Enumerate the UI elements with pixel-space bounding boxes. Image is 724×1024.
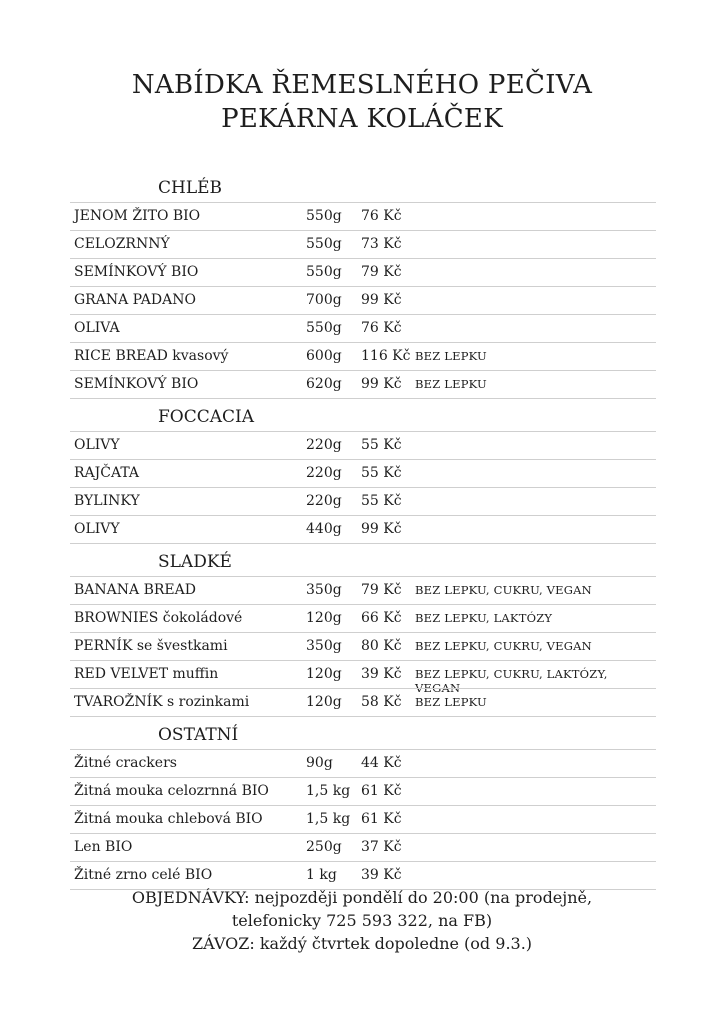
product-weight: 120g <box>306 610 342 626</box>
product-price: 80 Kč <box>361 638 402 654</box>
product-weight: 90g <box>306 755 333 771</box>
product-price: 76 Kč <box>361 320 402 336</box>
product-row <box>70 370 656 398</box>
product-weight: 120g <box>306 666 342 682</box>
product-price: 55 Kč <box>361 437 402 453</box>
product-weight: 1 kg <box>306 867 337 883</box>
price-list <box>70 170 656 890</box>
product-row <box>70 632 656 660</box>
product-name: CELOZRNNÝ <box>74 236 170 252</box>
product-name: RED VELVET muffin <box>74 666 219 682</box>
product-name: TVAROŽNÍK s rozinkami <box>74 694 250 710</box>
product-weight: 220g <box>306 437 342 453</box>
product-price: 37 Kč <box>361 839 402 855</box>
product-weight: 350g <box>306 582 342 598</box>
product-price: 116 Kč <box>361 348 411 364</box>
product-weight: 550g <box>306 236 342 252</box>
product-note: BEZ LEPKU <box>415 695 487 709</box>
product-name: BROWNIES čokoládové <box>74 610 243 626</box>
product-price: 99 Kč <box>361 521 402 537</box>
product-name: PERNÍK se švestkami <box>74 638 228 654</box>
product-name: BYLINKY <box>74 493 140 509</box>
product-name: JENOM ŽITO BIO <box>74 208 201 224</box>
product-price: 79 Kč <box>361 264 402 280</box>
product-price: 79 Kč <box>361 582 402 598</box>
category-label: CHLÉB <box>158 178 223 198</box>
product-name: OLIVA <box>74 320 120 336</box>
product-row <box>70 777 656 805</box>
category-label: SLADKÉ <box>158 552 232 572</box>
product-row <box>70 459 656 487</box>
product-weight: 220g <box>306 493 342 509</box>
product-note: BEZ LEPKU <box>415 349 487 363</box>
orders-contact: telefonicky 725 593 322, na FB) <box>231 911 493 930</box>
category-heading <box>70 543 656 576</box>
category-heading <box>70 170 656 202</box>
product-name: SEMÍNKOVÝ BIO <box>74 376 199 392</box>
product-name: GRANA PADANO <box>74 292 196 308</box>
product-price: 99 Kč <box>361 292 402 308</box>
product-note: BEZ LEPKU, CUKRU, VEGAN <box>415 583 592 597</box>
product-price: 55 Kč <box>361 493 402 509</box>
category-heading <box>70 716 656 749</box>
product-name: BANANA BREAD <box>74 582 196 598</box>
product-price: 61 Kč <box>361 811 402 827</box>
product-price: 73 Kč <box>361 236 402 252</box>
product-weight: 1,5 kg <box>306 811 351 827</box>
product-price: 44 Kč <box>361 755 402 771</box>
product-name: Žitné crackers <box>74 755 177 771</box>
product-weight: 250g <box>306 839 342 855</box>
product-row <box>70 576 656 604</box>
product-weight: 220g <box>306 465 342 481</box>
menu-title: NABÍDKA ŘEMESLNÉHO PEČIVA <box>131 70 593 100</box>
product-name: RICE BREAD kvasový <box>74 348 229 364</box>
product-note: BEZ LEPKU, LAKTÓZY <box>415 611 553 625</box>
product-price: 66 Kč <box>361 610 402 626</box>
product-name: Len BIO <box>74 839 133 855</box>
product-name: Žitná mouka celozrnná BIO <box>74 783 269 799</box>
product-row <box>70 604 656 632</box>
product-note: BEZ LEPKU, CUKRU, LAKTÓZY, VEGAN <box>415 667 608 695</box>
product-weight: 120g <box>306 694 342 710</box>
product-weight: 550g <box>306 208 342 224</box>
product-price: 61 Kč <box>361 783 402 799</box>
product-name: OLIVY <box>74 437 120 453</box>
bakery-name: PEKÁRNA KOLÁČEK <box>221 104 503 134</box>
product-price: 39 Kč <box>361 867 402 883</box>
product-weight: 440g <box>306 521 342 537</box>
product-price: 55 Kč <box>361 465 402 481</box>
product-row <box>70 833 656 861</box>
product-row <box>70 805 656 833</box>
product-name: RAJČATA <box>74 465 140 481</box>
product-weight: 700g <box>306 292 342 308</box>
product-row <box>70 861 656 889</box>
product-row <box>70 314 656 342</box>
product-row <box>70 515 656 543</box>
category-heading <box>70 398 656 431</box>
product-price: 58 Kč <box>361 694 402 710</box>
product-row <box>70 202 656 230</box>
order-info <box>0 886 724 955</box>
product-note: BEZ LEPKU, CUKRU, VEGAN <box>415 639 592 653</box>
product-weight: 350g <box>306 638 342 654</box>
orders-deadline: OBJEDNÁVKY: nejpozději pondělí do 20:00 (na prodejně, <box>131 888 593 907</box>
product-row <box>70 487 656 515</box>
product-weight: 620g <box>306 376 342 392</box>
product-row <box>70 258 656 286</box>
category-label: OSTATNÍ <box>158 725 239 745</box>
product-price: 76 Kč <box>361 208 402 224</box>
product-row <box>70 660 656 695</box>
product-row <box>70 749 656 777</box>
product-weight: 550g <box>306 320 342 336</box>
product-name: Žitné zrno celé BIO <box>74 867 213 883</box>
product-name: SEMÍNKOVÝ BIO <box>74 264 199 280</box>
product-note: BEZ LEPKU <box>415 377 487 391</box>
product-name: Žitná mouka chlebová BIO <box>74 811 263 827</box>
product-price: 39 Kč <box>361 666 402 682</box>
product-weight: 550g <box>306 264 342 280</box>
product-price: 99 Kč <box>361 376 402 392</box>
delivery-info: ZÁVOZ: každý čtvrtek dopoledne (od 9.3.) <box>191 934 533 953</box>
product-row <box>70 230 656 258</box>
product-row <box>70 286 656 314</box>
category-label: FOCCACIA <box>158 407 255 427</box>
product-weight: 1,5 kg <box>306 783 351 799</box>
product-weight: 600g <box>306 348 342 364</box>
product-row <box>70 342 656 370</box>
product-row <box>70 431 656 459</box>
product-row <box>70 688 656 716</box>
product-name: OLIVY <box>74 521 120 537</box>
